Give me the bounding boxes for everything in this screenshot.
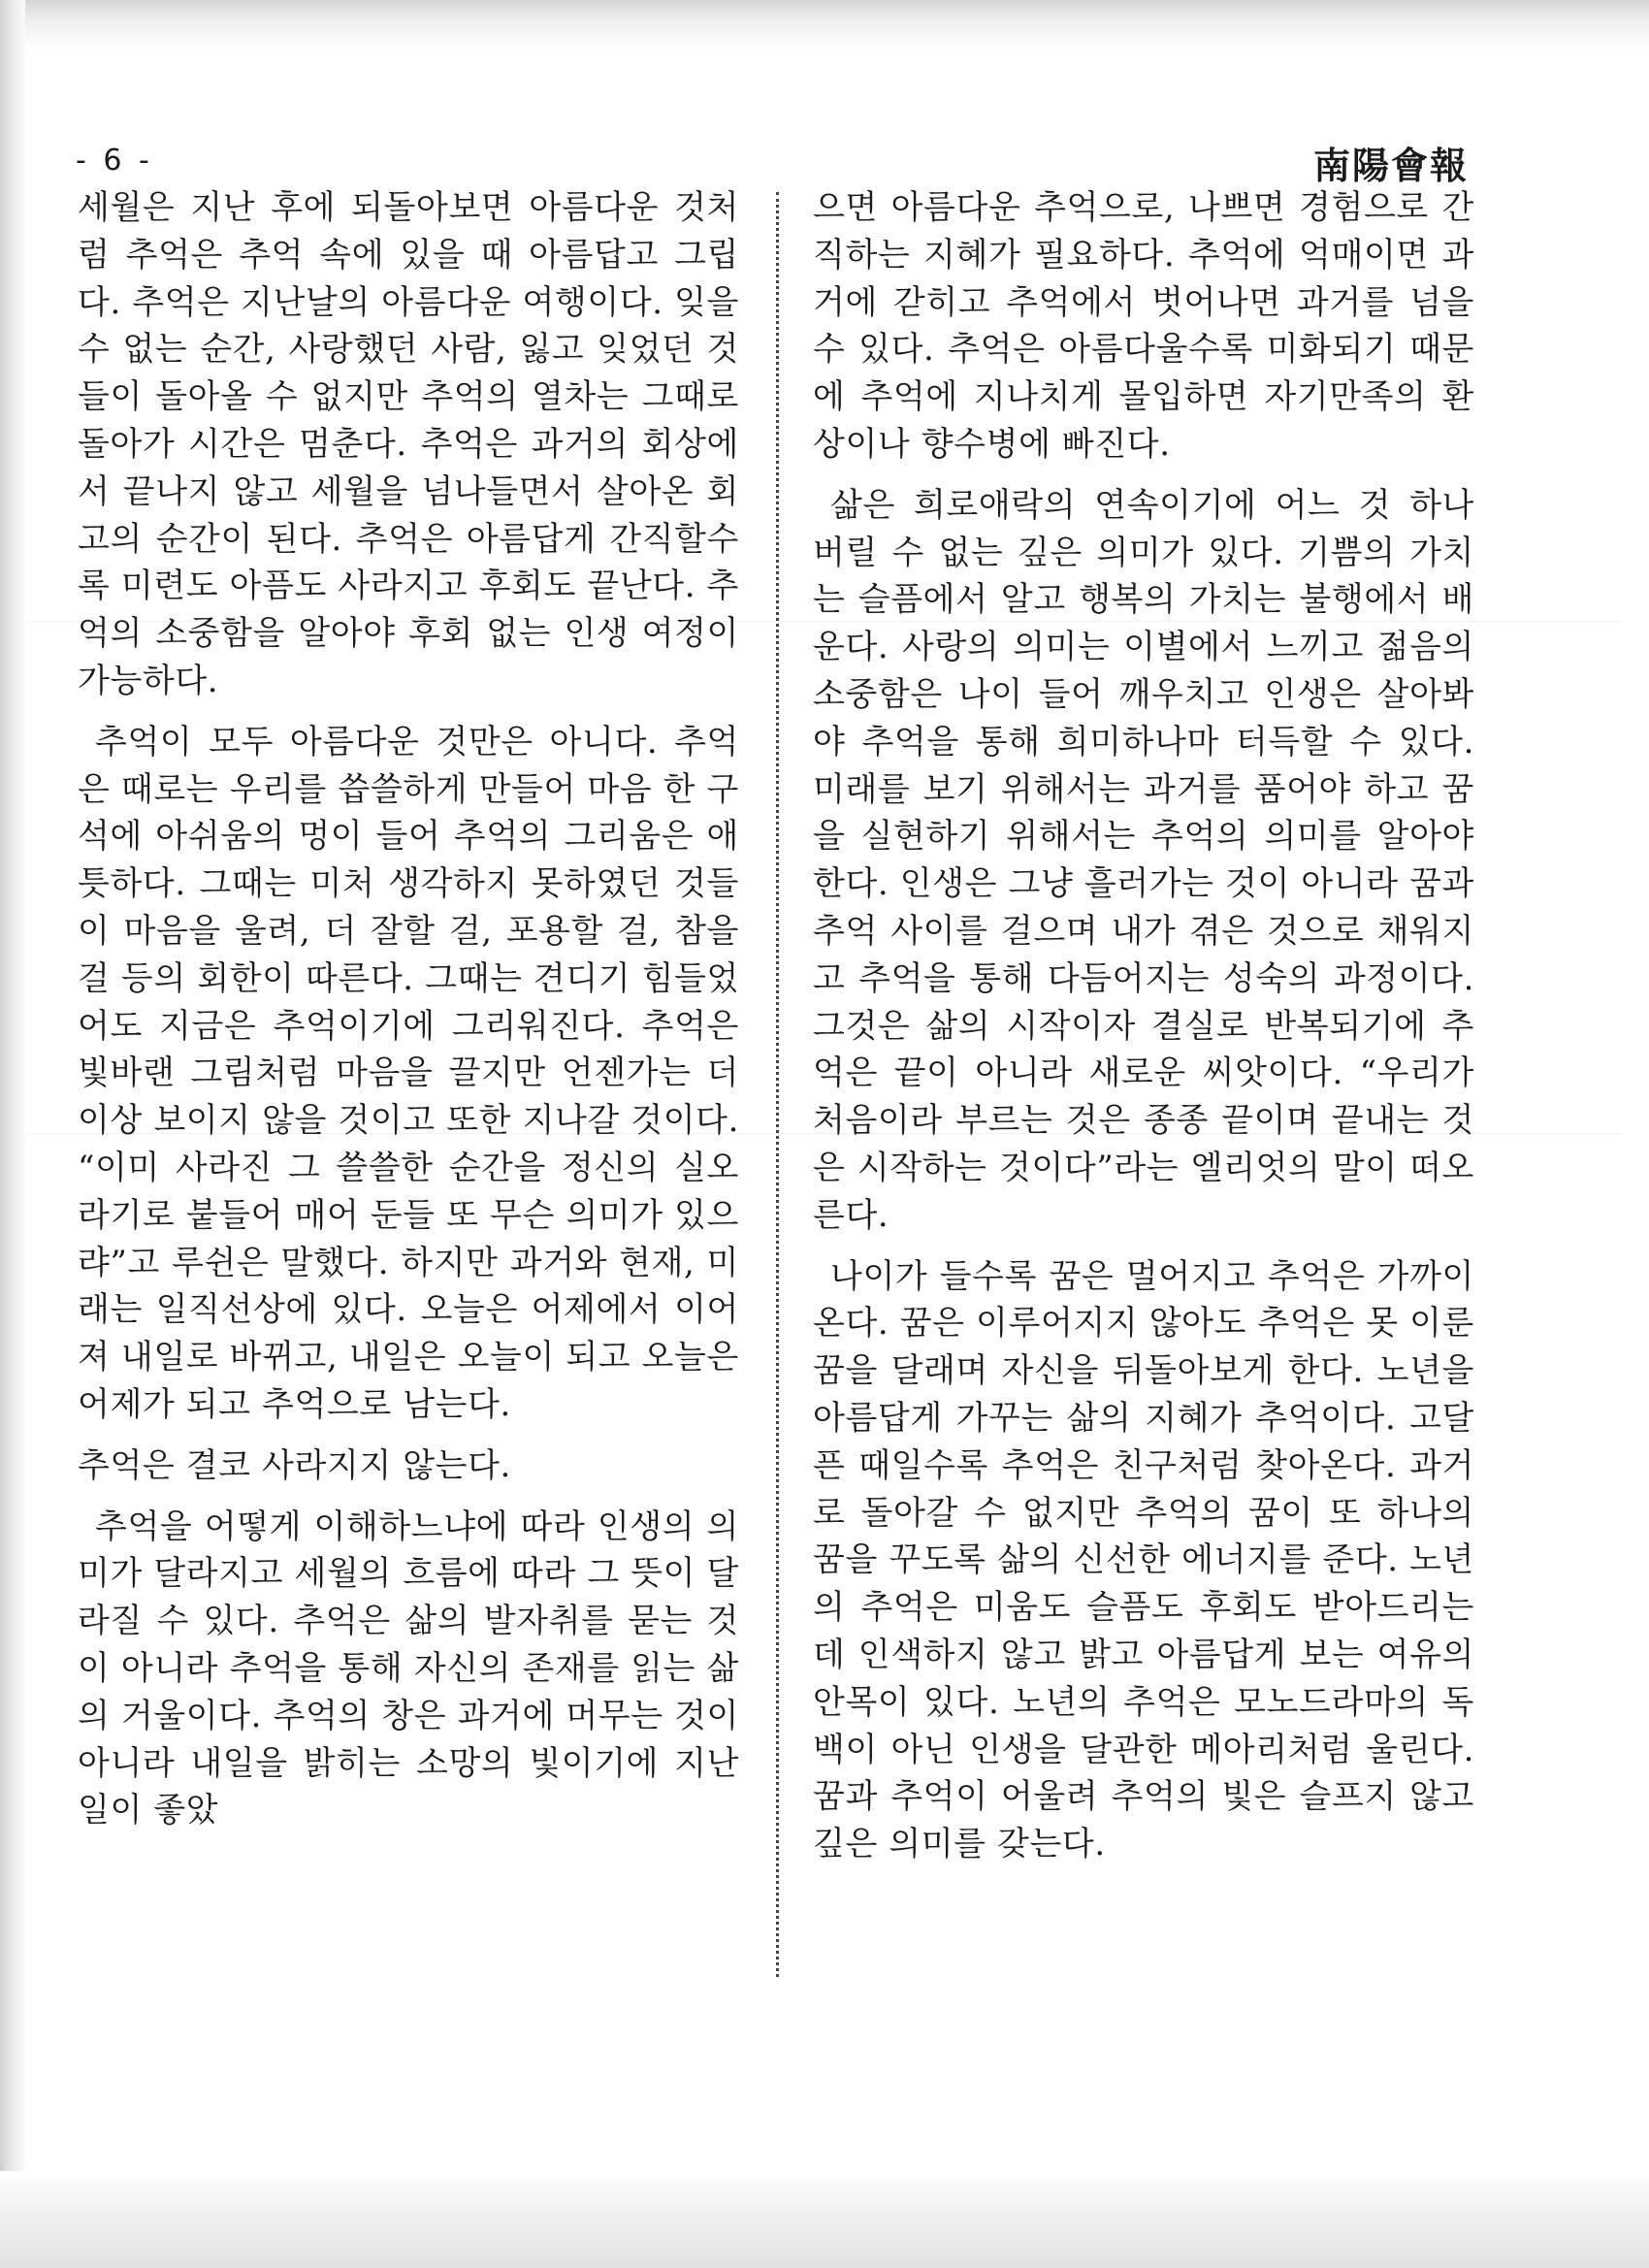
newsletter-masthead: 南陽會報 bbox=[1312, 144, 1469, 187]
paragraph: 으면 아름다운 추억으로, 나쁘면 경험으로 간직하는 지혜가 필요하다. 추억에 억매이면 과거에 갇히고 추억에서 벗어나면 과거를 넘을 수 있다. 추억은 아름다울수록 미화되기 때문에 추억에 지나치게 몰입하면 자기만족의 환상이나 향수병에 빠진다. bbox=[813, 188, 1474, 464]
paragraph: 추억을 어떻게 이해하느냐에 따라 인생의 의미가 달라지고 세월의 흐름에 따라 그 뜻이 달라질 수 있다. 추억은 삶의 발자취를 묻는 것이 아니라 추억을 통해 자신의 존재를 읽는 삶의 거울이다. 추억의 창은 과거에 머무는 것이 아니라 내일을 밝히는 소망의 빛이기에 지난 일이 좋았 bbox=[78, 1507, 739, 1831]
paragraph: 세월은 지난 후에 되돌아보면 아름다운 것처럼 추억은 추억 속에 있을 때 아름답고 그립다. 추억은 지난날의 아름다운 여행이다. 잊을 수 없는 순간, 사랑했던 사람, 잃고 잊었던 것들이 돌아올 수 없지만 추억의 열차는 그때로 돌아가 시간은 멈춘다. 추억은 과거의 회상에서 끝나지 않고 세월을 넘나들면서 살아온 회고의 순간이 된다. 추억은 아름답게 간직할수록 미련도 아픔도 사라지고 후회도 끝난다. 추억의 소중함을 알아야 후회 없는 인생 여정이 가능하다. bbox=[78, 188, 739, 700]
page-number: - 6 - bbox=[76, 144, 153, 178]
right-column bbox=[813, 184, 1474, 1868]
paragraph: 추억이 모두 아름다운 것만은 아니다. 추억은 때로는 우리를 씁쓸하게 만들어 마음 한 구석에 아쉬움의 멍이 들어 추억의 그리움은 애틋하다. 그때는 미처 생각하지 못하였던 것들이 마음을 울려, 더 잘할 걸, 포용할 걸, 참을 걸 등의 회한이 따른다. 그때는 견디기 힘들었어도 지금은 추억이기에 그리워진다. 추억은 빛바랜 그림처럼 마음을 끌지만 언젠가는 더 이상 보이지 않을 것이고 또한 지나갈 것이다. “이미 사라진 그 쓸쓸한 순간을 정신의 실오라기로 붙들어 매어 둔들 또 무슨 의미가 있으랴”고 루쉰은 말했다. 하지만 과거와 현재, 미래는 일직선상에 있다. 오늘은 어제에서 이어져 내일로 바뀌고, 내일은 오늘이 되고 오늘은 어제가 되고 추억으로 남는다. bbox=[78, 722, 739, 1424]
paragraph: 나이가 들수록 꿈은 멀어지고 추억은 가까이 온다. 꿈은 이루어지지 않아도 추억은 못 이룬 꿈을 달래며 자신을 뒤돌아보게 한다. 노년을 아름답게 가꾸는 삶의 지혜가 추억이다. 고달픈 때일수록 추억은 친구처럼 찾아온다. 과거로 돌아갈 수 없지만 추억의 꿈이 또 하나의 꿈을 꾸도록 삶의 신선한 에너지를 준다. 노년의 추억은 미움도 슬픔도 후회도 받아드리는 데 인색하지 않고 밝고 아름답게 보는 여유의 안목이 있다. 노년의 추억은 모노드라마의 독백이 아닌 인생을 달관한 메아리처럼 울린다. 꿈과 추억이 어울려 추억의 빛은 슬프지 않고 깊은 의미를 갖는다. bbox=[813, 1256, 1474, 1864]
scan-top-edge bbox=[0, 0, 1649, 56]
scan-left-edge bbox=[0, 0, 25, 2268]
column-divider bbox=[776, 192, 779, 1977]
left-column bbox=[78, 184, 739, 1834]
paragraph: 추억은 결코 사라지지 않는다. bbox=[78, 1445, 511, 1485]
paragraph: 삶은 희로애락의 연속이기에 어느 것 하나 버릴 수 없는 깊은 의미가 있다. 기쁨의 가치는 슬픔에서 알고 행복의 가치는 불행에서 배운다. 사랑의 의미는 이별에서 느끼고 젊음의 소중함은 나이 들어 깨우치고 인생은 살아봐야 추억을 통해 희미하나마 터득할 수 있다. 미래를 보기 위해서는 과거를 품어야 하고 꿈을 실현하기 위해서는 추억의 의미를 알아야 한다. 인생은 그냥 흘러가는 것이 아니라 꿈과 추억 사이를 걸으며 내가 겪은 것으로 채워지고 추억을 통해 다듬어지는 성숙의 과정이다. 그것은 삶의 시작이자 결실로 반복되기에 추억은 끝이 아니라 새로운 씨앗이다. “우리가 처음이라 부르는 것은 종종 끝이며 끝내는 것은 시작하는 것이다”라는 엘리엇의 말이 떠오른다. bbox=[813, 485, 1474, 1235]
scan-bottom-shadow bbox=[0, 2171, 1649, 2268]
